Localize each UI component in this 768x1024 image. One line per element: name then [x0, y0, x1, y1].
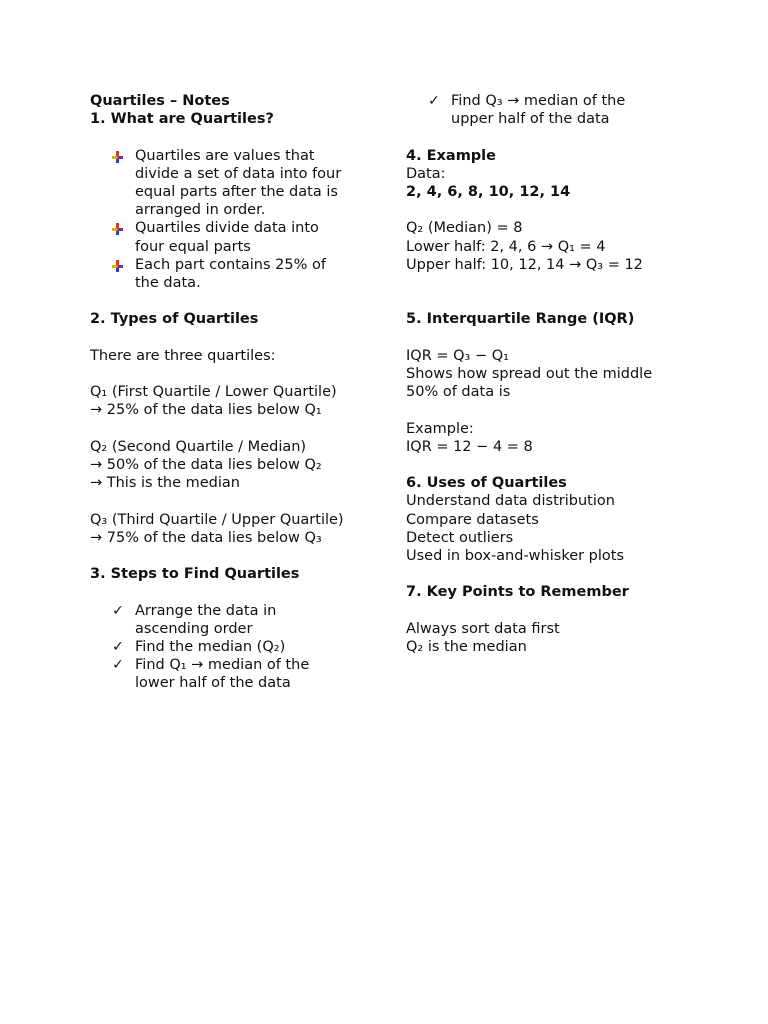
q1-description: → 25% of the data lies below Q₁: [90, 402, 322, 419]
checkmark-icon: ✓: [112, 638, 124, 655]
section-5-heading: 5. Interquartile Range (IQR): [406, 311, 635, 328]
data-values: 2, 4, 6, 8, 10, 12, 14: [406, 184, 571, 200]
section-1-heading: 1. What are Quartiles?: [90, 111, 274, 128]
list-item: Quartiles are values that divide a set of data into four equal parts after the data is arranged in order.: [135, 147, 380, 220]
example-median: Q₂ (Median) = 8: [406, 220, 523, 237]
section-4-heading: 4. Example: [406, 147, 496, 164]
checkmark-icon: ✓: [112, 602, 124, 619]
q1-name: Q₁ (First Quartile / Lower Quartile): [90, 384, 337, 401]
iqr-description-cont: 50% of data is: [406, 384, 511, 401]
list-item: Each part contains 25% of the data.: [135, 256, 380, 292]
list-item: ✓ Find Q₃ → median of the upper half of the data: [428, 93, 626, 128]
iqr-formula: IQR = Q₃ − Q₁: [406, 347, 509, 364]
q2-note: → This is the median: [90, 475, 240, 492]
q3-description: → 75% of the data lies below Q₃: [90, 529, 322, 546]
checkmark-icon: ✓: [112, 657, 124, 674]
section-3-steps-continued: [406, 92, 706, 128]
q2-name: Q₂ (Second Quartile / Median): [90, 438, 307, 455]
q3-name: Q₃ (Third Quartile / Upper Quartile): [90, 511, 344, 528]
four-point-star-icon: [112, 151, 124, 163]
checkmark-icon: ✓: [428, 93, 440, 109]
list-item: Q₂ is the median: [406, 638, 527, 655]
example-lower-half: Lower half: 2, 4, 6 → Q₁ = 4: [406, 238, 606, 255]
list-item: Used in box-and-whisker plots: [406, 547, 625, 564]
iqr-description: Shows how spread out the middle: [406, 365, 653, 382]
list-item: Compare datasets: [406, 511, 539, 528]
example-upper-half: Upper half: 10, 12, 14 → Q₃ = 12: [406, 256, 643, 273]
four-point-star-icon: [112, 260, 124, 272]
section-2-heading: 2. Types of Quartiles: [90, 311, 259, 328]
data-label: Data:: [406, 165, 446, 182]
list-item: ✓ Arrange the data in ascending order: [112, 602, 277, 637]
section-3-steps: [90, 602, 380, 693]
section-2-intro: There are three quartiles:: [90, 347, 276, 364]
list-item: Understand data distribution: [406, 493, 615, 510]
list-item: ✓ Find the median (Q₂): [112, 638, 286, 655]
section-6-heading: 6. Uses of Quartiles: [406, 475, 567, 492]
list-item: Always sort data first: [406, 620, 560, 637]
list-item: Detect outliers: [406, 529, 514, 546]
right-column: [406, 92, 706, 656]
four-point-star-icon: [112, 223, 124, 235]
q2-description: → 50% of the data lies below Q₂: [90, 456, 322, 473]
list-item: Quartiles divide data into four equal parts: [135, 219, 380, 255]
iqr-example: IQR = 12 − 4 = 8: [406, 438, 533, 455]
left-column: [90, 92, 380, 693]
section-7-heading: 7. Key Points to Remember: [406, 584, 629, 601]
iqr-example-label: Example:: [406, 420, 474, 437]
section-1-bullets: [90, 147, 380, 293]
list-item: ✓ Find Q₁ → median of the lower half of the data: [112, 657, 310, 692]
page-title: Quartiles – Notes: [90, 93, 230, 109]
section-3-heading: 3. Steps to Find Quartiles: [90, 566, 300, 583]
